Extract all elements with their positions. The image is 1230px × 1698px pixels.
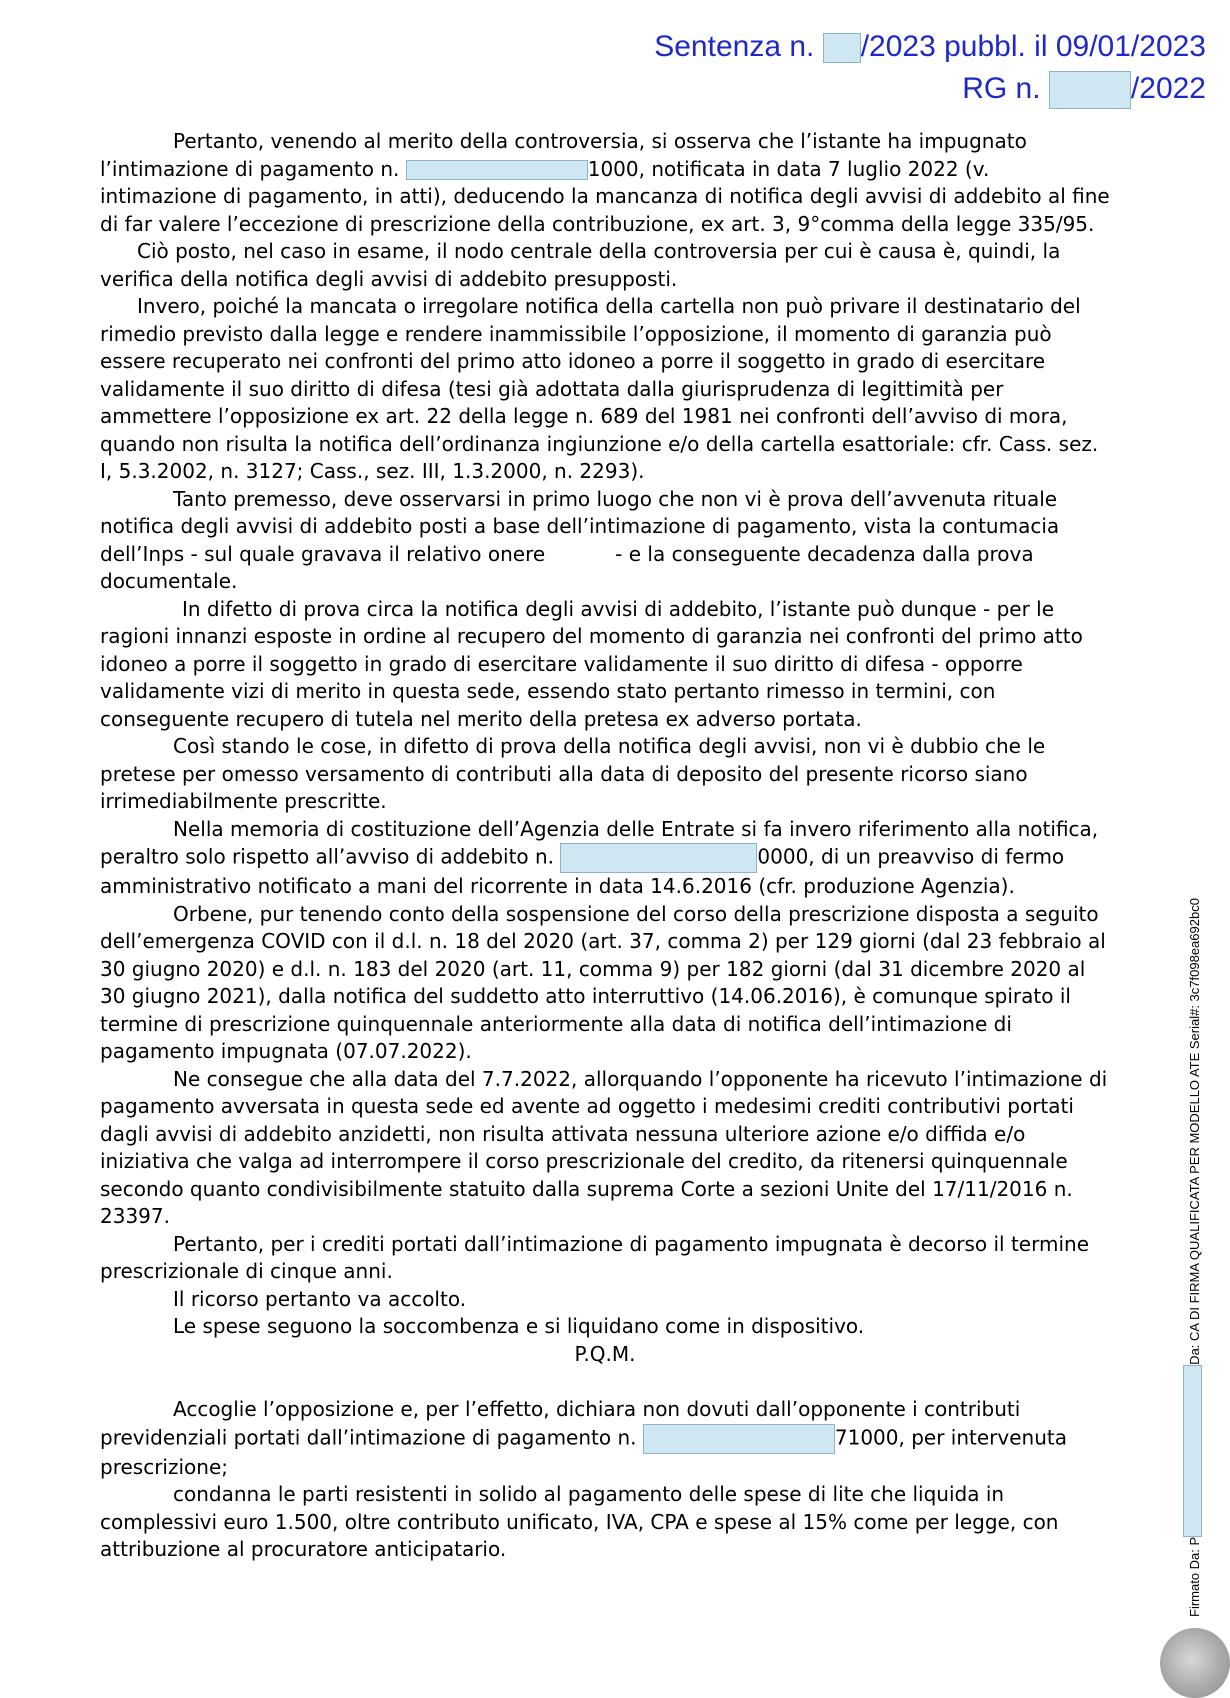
redacted-sentence-number [823,33,861,63]
paragraph-text: - e la conseguente decadenza dalla prova documentale. [100,541,1034,593]
document-header [560,26,1206,112]
rg-label: RG n. [962,72,1049,105]
document-body [100,128,1110,1564]
redacted-intimation-number [406,160,588,180]
paragraph-text: 1000, notificata in data 7 luglio 2022 (v. intimazione di pagamento, in atti), deducendo la mancanza di notifica degli avvisi di addebito al fine di far valere l’eccezione di prescrizione della contribuzione, ex art. 3, 9°comma della legge 335/95. [100,156,1110,236]
paragraph-text: Tanto premesso, deve osservarsi in primo luogo che non vi è prova dell’avvenuta rituale notifica degli avvisi di addebito posti a base dell’intimazione di pagamento, vista la contumacia dell’Inps - sul quale gravava il relativo onere [100,486,1060,566]
seal-icon [1160,1628,1230,1698]
rg-number-line [560,68,1206,110]
paragraph: Ciò posto, nel caso in esame, il nodo centrale della controversia per cui è causa è, quindi, la verifica della notifica degli avvisi di addebito presupposti. [100,239,1061,291]
paragraph-text: Accoglie l’opposizione e, per l’effetto, dichiara non dovuti dall’opponente i contributi previdenziali portati dall’intimazione di pagamento n. [100,1397,1021,1449]
paragraph: Ne consegue che alla data del 7.7.2022, allorquando l’opponente ha ricevuto l’intimazione di pagamento avversata in questa sede ed avente ad oggetto i medesimi crediti contributivi portati dagli avvisi di addebito anzidetti, non risulta attivata nessuna ulteriore azione e/o diffida e/o iniziativa che valga ad interrompere il corso prescrizionale del credito, da ritenersi quinquennale secondo quanto condivisibilmente statuito dalla suprema Corte a sezioni Unite del 17/11/2016 n. 23397. [100,1066,1108,1228]
rg-year: /2022 [1130,72,1206,105]
paragraph [100,816,1110,901]
signed-by-label: Firmato Da: P [1187,1536,1202,1617]
spacer [100,1368,1110,1396]
paragraph-text: Pertanto, venendo al merito della controversia, si osserva che l’istante ha impugnato l’intimazione di pagamento n. [100,129,1027,181]
paragraph: In difetto di prova circa la notifica degli avvisi di addebito, l’istante può dunque - per le ragioni innanzi esposte in ordine al recupero del momento di garanzia nei confronti del primo atto idoneo a porre il soggetto in grado di esercitare validamente il suo diritto di difesa - opporre validamente vizi di merito in questa sede, essendo stato pertanto rimesso in termini, con conseguente recupero di tutela nel merito della pretesa ex adverso portata. [100,596,1083,731]
paragraph: condanna le parti resistenti in solido al pagamento delle spese di lite che liquida in complessivi euro 1.500, oltre contributo unificato, IVA, CPA e spese al 15% come per legge, con attribuzione al procuratore anticipatario. [100,1482,1059,1561]
paragraph: Il ricorso pertanto va accolto. [173,1286,467,1311]
pqm-heading: P.Q.M. [574,1341,636,1366]
sentence-label: Sentenza n. [654,30,823,63]
paragraph [100,486,1110,596]
paragraph: Orbene, pur tenendo conto della sospensione del corso della prescrizione disposta a seguito dell’emergenza COVID con il d.l. n. 18 del 2020 (art. 37, comma 2) per 129 giorni (dal 23 febbraio al 30 giugno 2020) e d.l. n. 183 del 2020 (art. 11, comma 9) per 182 giorni (dal 31 dicembre 2020 al 30 giugno 2021), dalla notifica del suddetto atto interruttivo (14.06.2016), è comunque spirato il termine di prescrizione quinquennale anteriormente alla data di notifica dell’intimazione di pagamento impugnata (07.07.2022). [100,901,1106,1063]
paragraph-text: Nella memoria di costituzione dell’Agenzia delle Entrate si fa invero riferimento alla notifica, peraltro solo rispetto all’avviso di addebito n. [100,816,1099,869]
redacted-intimation-number [643,1424,835,1454]
certificate-info: Da: CA DI FIRMA QUALIFICATA PER MODELLO ATE Serial#: 3c7f098ea692bc0 [1187,898,1202,1365]
redacted-notice-number [560,843,757,873]
paragraph-text: 0000, di un preavviso di fermo amministrativo notificato a mani del ricorrente in data 14.6.2016 (cfr. produzione Agenzia). [100,844,1065,898]
paragraph: Così stando le cose, in difetto di prova della notifica degli avvisi, non vi è dubbio che le pretese per omesso versamento di contributi alla data di deposito del presente ricorso siano irrimediabilmente prescritte. [100,734,1046,813]
digital-signature-strip [1187,837,1203,1617]
paragraph [100,1396,1110,1481]
sentence-number-line [560,26,1206,68]
paragraph-text: 71000, per intervenuta prescrizione; [100,1425,1067,1479]
paragraph: Pertanto, per i crediti portati dall’intimazione di pagamento impugnata è decorso il termine prescrizionale di cinque anni. [100,1231,1089,1283]
paragraph [100,128,1110,238]
paragraph: Invero, poiché la mancata o irregolare notifica della cartella non può privare il destinatario del rimedio previsto dalla legge e rendere inammissibile l’opposizione, il momento di garanzia può essere recuperato nei confronti del primo atto idoneo a porre il soggetto in grado di esercitare validamente il suo diritto di difesa (tesi già adottata dalla giurisprudenza di legittimità per ammettere l’opposizione ex art. 22 della legge n. 689 del 1981 nei confronti dell’avviso di mora, quando non risulta la notifica dell’ordinanza ingiunzione e/o della cartella esattoriale: cfr. Cass. sez. I, 5.3.2002, n. 3127; Cass., sez. III, 1.3.2000, n. 2293). [100,294,1099,483]
redacted-rg-number [1049,71,1131,109]
paragraph: Le spese seguono la soccombenza e si liquidano come in dispositivo. [173,1314,865,1338]
sentence-publication-date: /2023 pubbl. il 09/01/2023 [860,30,1206,63]
